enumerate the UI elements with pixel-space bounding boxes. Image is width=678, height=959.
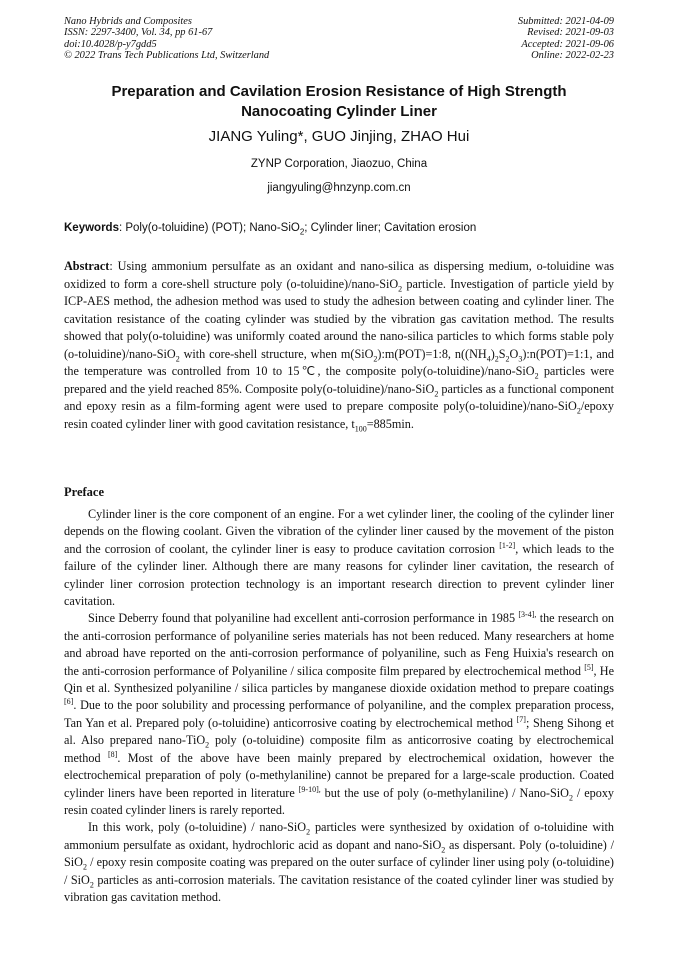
- journal-header-left: [64, 16, 269, 62]
- preface-body: [64, 506, 614, 906]
- citation: [7]: [516, 714, 526, 724]
- accepted-date: Accepted: 2021-09-06: [521, 38, 614, 50]
- preface-paragraph-1: Cylinder liner is the core component of an engine. For a wet cylinder liner, the cooling of the cylinder liner depends on the flowing coolant. Given the vibration of the cylinder liner caused by the movement of the piston and the corrosion of coolant, the cylinder liner is easy to produce cavitation corrosion [1-2], which leads to the failure of the cylinder liner. Although there are many reasons for cylinder liner cavitation, the research of cylinder liner corrosion protection technology is an important research direction to prevent cylinder liner cavitation.: [64, 507, 614, 609]
- copyright-line: © 2022 Trans Tech Publications Ltd, Switzerland: [64, 50, 270, 62]
- journal-header-right: [518, 16, 614, 62]
- preface-paragraph-3: In this work, poly (o-toluidine) / nano-SiO$_2$ particles were synthesized by oxidation of o-toluidine with ammonium persulfate as oxidant, hydrochloric acid as dopant and nano-SiO$_2$ as dispersant. Poly (o-toluidine) / SiO$_2$ / epoxy resin composite coating was prepared on the outer surface of cylinder liner using poly (o-toluidine) / SiO$_2$ particles as anti-corrosion materials. The cavitation resistance of the coated cylinder liner was studied by vibration gas cavitation method.: [64, 820, 615, 904]
- affiliation: ZYNP Corporation, Jiaozuo, China: [250, 158, 428, 170]
- keywords-line: Keywords: Poly(o-toluidine) (POT); Nano-SiO$_2$; Cylinder liner; Cavitation erosion: [64, 222, 477, 237]
- author-email: jiangyuling@hnzynp.com.cn: [267, 182, 411, 194]
- citation: [6]: [64, 697, 74, 707]
- abstract-label: Abstract: [64, 259, 110, 273]
- citation: [5]: [584, 662, 594, 672]
- submitted-date: Submitted: 2021-04-09: [517, 16, 614, 27]
- abstract-paragraph: Abstract: Using ammonium persulfate as an oxidant and nano-silica as dispersing medium, o-toluidine was oxidized to form a core-shell structure poly (o-toluidine)/nano-SiO$_2$ particle. Investigation of particle yield by ICP-AES method, the adhesion method was used to study the adhesion between coating and cylinder liner. The cavitation resistance of the coating cylinder was studied by the vibration gas cavitation method. The results showed that poly(o-toluidine) was uniformly coated around the nano-silica particles to which forms stable poly (o-toluidine)/nano-SiO$_2$ with core-shell structure, when m(SiO$_2$):m(POT)=1:8, $n((NH_4)_2S_2O_3):n(POT)=1:1$, and the temperature was controlled from 10 to 15℃, the composite poly(o-toluidine)/nano-SiO$_2$ particles were prepared and the yield reached 85%. Composite poly(o-toluidine)/nano-SiO$_2$ particles as a functional component and epoxy resin as a film-forming agent were used to prepare composite poly(o-toluidine)/nano-SiO$_2$/epoxy resin coated cylinder liner with good cavitation resistance, $t_{100}=885\min$.: [64, 259, 615, 433]
- online-date: Online: 2022-02-23: [531, 50, 614, 62]
- author-list: JIANG Yuling*, GUO Jinjing, ZHAO Hui: [208, 128, 470, 145]
- citation: [9-10],: [298, 784, 321, 794]
- paper-title: Preparation and Cavilation Erosion Resistance of High Strength Nanocoating Cylinder Liner: [111, 83, 567, 120]
- citation: [8]: [108, 749, 118, 759]
- citation: [1-2]: [499, 540, 516, 550]
- preface-paragraph-2: Since Deberry found that polyaniline had excellent anti-corrosion performance in 1985 $^{[3-4],}$ the research on the anti-corrosion performance of polyaniline series materials has not been reduced. Many researchers at home and abroad have reported on the anti-corrosion performance of polyaniline, such as Feng Huixia's research on the anti-corrosion performance of Polyaniline / silica composite film prepared by electrochemical method [5], He Qin et al. Synthesized polyaniline / silica particles by manganese dioxide oxidation method to prepare coatings [6]. Due to the poor solubility and processing performance of polyaniline, and the complex preparation process, Tan Yan et al. Prepared poly (o-toluidine) anticorrosive coating by electrochemical method [7]; Sheng Sihong et al. Also prepared nano-TiO$_2$ poly (o-toluidine) composite film as anticorrosive coating by electrochemical method [8]. Most of the above have been mainly prepared by electrochemical oxidation, however the electrochemical preparation of poly (o-methylaniline) cannot be prepared for a large-scale production. Coated cylinder liners have been reported in literature $^{[9-10],}$ but the use of poly (o-methylaniline) / Nano-SiO$_2$ / epoxy resin coated cylinder liners is rarely reported.: [64, 610, 615, 817]
- doi-line: doi:10.4028/p-y7gdd5: [64, 38, 157, 50]
- revised-date: Revised: 2021-09-03: [527, 27, 614, 39]
- issn-line: ISSN: 2297-3400, Vol. 34, pp 61-67: [64, 27, 213, 39]
- section-heading-preface: Preface: [64, 485, 105, 499]
- keywords-label: Keywords: [64, 222, 119, 234]
- journal-name: Nano Hybrids and Composites: [64, 16, 192, 27]
- citation: [3-4],: [518, 610, 537, 620]
